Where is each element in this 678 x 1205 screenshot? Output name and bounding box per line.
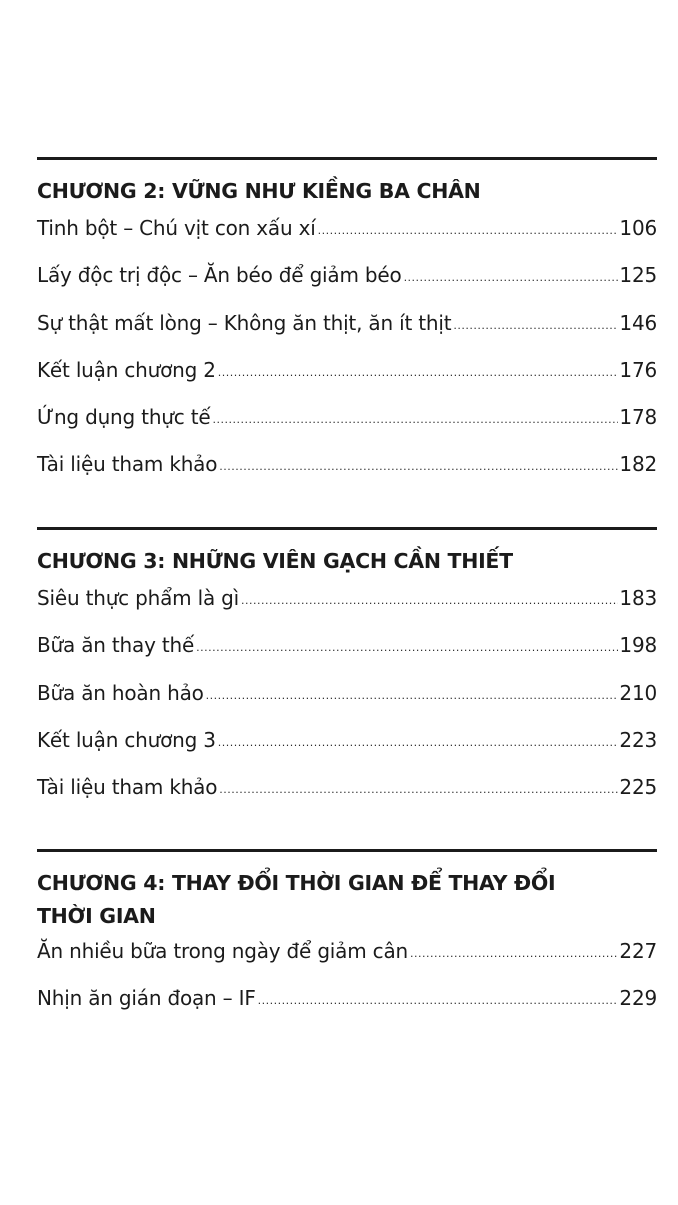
chapter-3-section [37, 527, 657, 822]
entry-page: 223 [619, 727, 657, 752]
entry-page: 176 [619, 357, 657, 382]
section-divider [37, 157, 657, 160]
dot-leader [318, 224, 619, 237]
entry-page: 210 [619, 680, 657, 705]
entry-label: Ăn nhiều bữa trong ngày để giảm cân [37, 939, 408, 963]
chapter-4-title [37, 867, 657, 933]
dot-leader [241, 594, 618, 607]
entry-page: 182 [619, 452, 657, 477]
entry-label: Nhịn ăn gián đoạn – IF [37, 986, 256, 1011]
toc-entry[interactable] [37, 405, 657, 452]
entry-label: Tinh bột – Chú vịt con xấu xí [37, 216, 316, 240]
chapter-4-section [37, 849, 657, 1034]
dot-leader [219, 460, 618, 473]
entry-page: 225 [619, 775, 657, 800]
entry-label: Kết luận chương 2 [37, 357, 216, 382]
toc-entry[interactable] [37, 216, 657, 263]
chapter-4-title-line-2: THỜI GIAN [37, 904, 156, 928]
dot-leader [410, 947, 618, 960]
dot-leader [219, 783, 618, 796]
dot-leader [404, 271, 619, 284]
chapter-4-title-line-1: CHƯƠNG 4: THAY ĐỔI THỜI GIAN ĐỂ THAY ĐỔI [37, 871, 556, 895]
toc-entry[interactable] [37, 311, 657, 358]
dot-leader [206, 689, 619, 702]
toc-entry[interactable] [37, 452, 657, 499]
entry-page: 106 [619, 216, 657, 240]
entry-label: Sự thật mất lòng – Không ăn thịt, ăn ít thịt [37, 310, 452, 335]
entry-page: 146 [619, 310, 657, 335]
chapter-2-title: CHƯƠNG 2: VỮNG NHƯ KIỀNG BA CHÂN [37, 179, 481, 203]
entry-label: Ứng dụng thực tế [37, 405, 211, 430]
entry-label: Bữa ăn thay thế [37, 633, 195, 658]
entry-page: 198 [619, 633, 657, 658]
entry-page: 183 [619, 586, 657, 610]
toc-entry[interactable] [37, 775, 657, 822]
section-divider [37, 849, 657, 852]
toc-entry[interactable] [37, 939, 657, 986]
entry-page: 229 [619, 986, 657, 1011]
section-divider [37, 527, 657, 530]
dot-leader [218, 366, 619, 379]
entry-page: 178 [619, 405, 657, 430]
dot-leader [218, 736, 619, 749]
toc-entry[interactable] [37, 728, 657, 775]
entry-label: Tài liệu tham khảo [37, 775, 218, 800]
toc-entry[interactable] [37, 633, 657, 680]
entry-label: Kết luận chương 3 [37, 727, 216, 752]
toc-entry[interactable] [37, 358, 657, 405]
dot-leader [212, 413, 618, 426]
chapter-3-title: CHƯƠNG 3: NHỮNG VIÊN GẠCH CẦN THIẾT [37, 549, 513, 573]
toc-entry[interactable] [37, 586, 657, 633]
entry-page: 227 [619, 939, 657, 963]
dot-leader [196, 641, 618, 654]
dot-leader [258, 994, 619, 1007]
dot-leader [453, 319, 618, 332]
entry-page: 125 [619, 263, 657, 288]
toc-entry[interactable] [37, 263, 657, 310]
toc-entry[interactable] [37, 681, 657, 728]
toc-entry[interactable] [37, 986, 657, 1033]
chapter-2-section [37, 157, 657, 500]
entry-label: Siêu thực phẩm là gì [37, 586, 240, 610]
entry-label: Lấy độc trị độc – Ăn béo để giảm béo [37, 263, 402, 288]
entry-label: Tài liệu tham khảo [37, 452, 218, 477]
entry-label: Bữa ăn hoàn hảo [37, 680, 204, 705]
